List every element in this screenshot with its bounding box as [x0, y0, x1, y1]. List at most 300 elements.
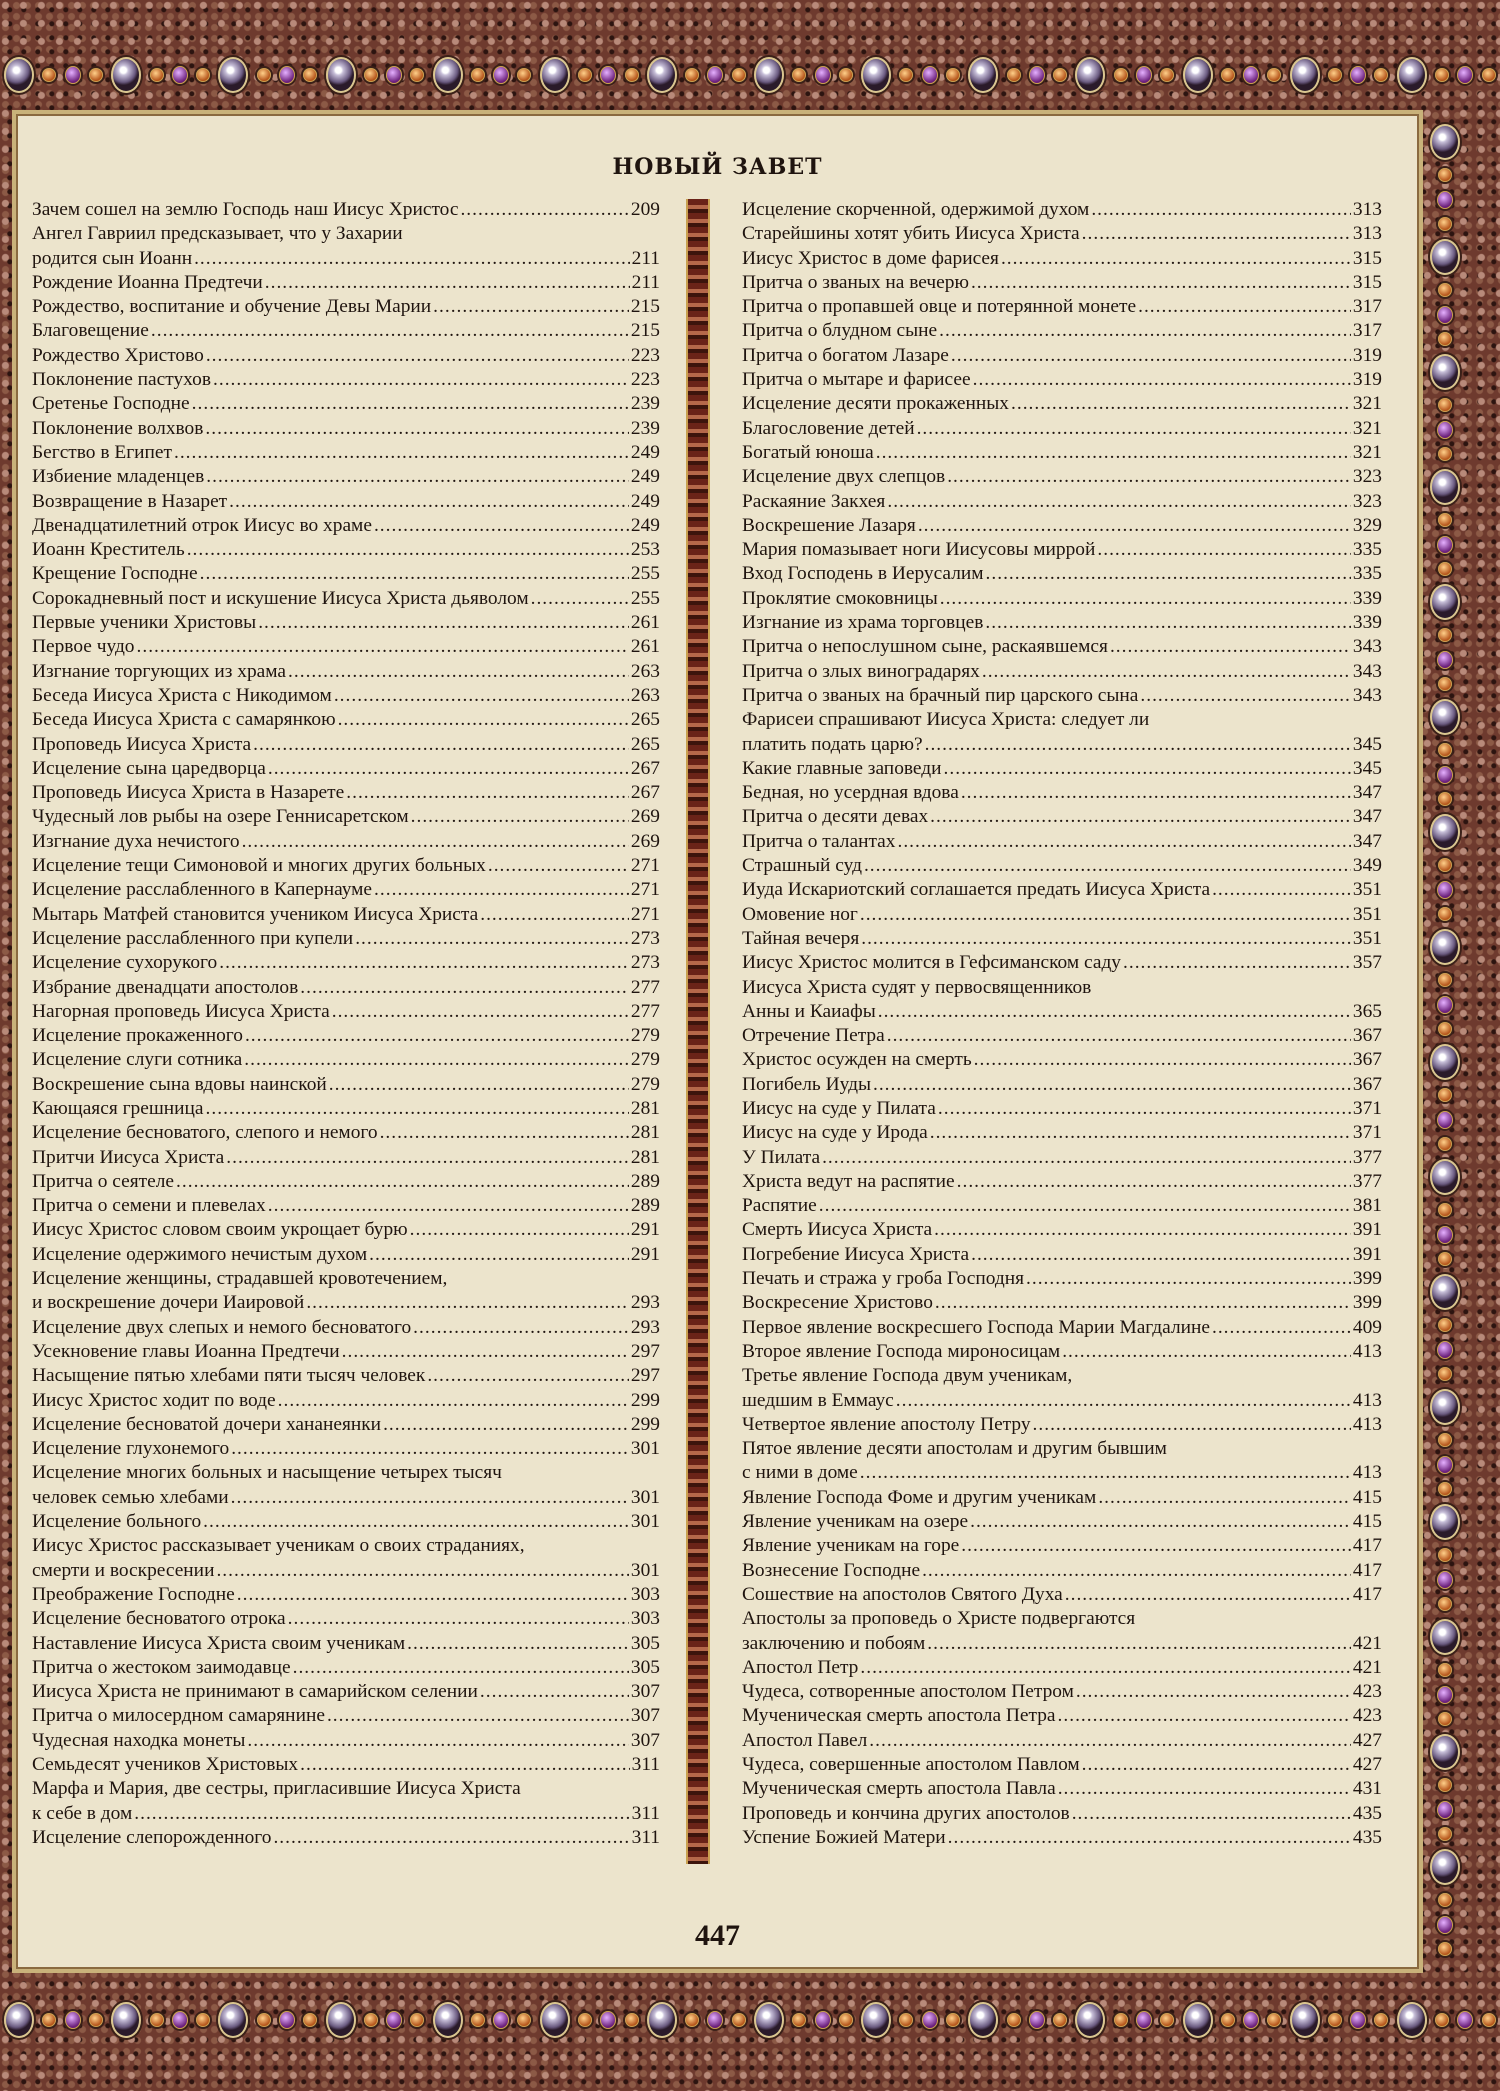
gem-ornament [578, 68, 592, 82]
toc-page-number: 273 [630, 927, 660, 949]
leader-dots [1140, 684, 1351, 708]
toc-page-number: 313 [1352, 199, 1382, 220]
toc-page-number: 367 [1352, 1073, 1382, 1095]
toc-entry [32, 417, 660, 441]
toc-entry [32, 1534, 660, 1583]
toc-entry [742, 392, 1382, 416]
toc-entry [32, 319, 660, 343]
toc-entry [32, 903, 660, 927]
gem-ornament [754, 2002, 784, 2038]
toc-entry [32, 514, 660, 538]
toc-page-number: 381 [1352, 1195, 1382, 1217]
toc-entry-title: Иисус на суде у Пилата [742, 1097, 936, 1119]
toc-entry [742, 538, 1382, 562]
toc-entry-title-cont: заключению и побоям [742, 1632, 926, 1654]
gem-ornament [493, 66, 509, 84]
toc-page-number: 311 [631, 1802, 660, 1824]
gem-ornament [196, 68, 210, 82]
toc-entry [742, 1316, 1382, 1340]
leader-dots [1058, 1704, 1351, 1728]
toc-entry [742, 1218, 1382, 1242]
leader-dots [1082, 222, 1351, 246]
leader-dots [300, 1753, 630, 1777]
toc-page-number: 255 [630, 587, 660, 609]
leader-dots [278, 1389, 629, 1413]
toc-entry-title-cont: Анны и Каиафы [742, 1000, 876, 1022]
toc-entry [32, 635, 660, 659]
gem-ornament [42, 2013, 56, 2027]
gem-ornament [1397, 57, 1427, 93]
leader-dots [187, 538, 629, 562]
toc-page-number: 347 [1352, 782, 1382, 804]
toc-entry-title: Исцеление двух слепцов [742, 466, 946, 488]
toc-entry [32, 368, 660, 392]
gem-ornament [410, 2013, 424, 2027]
toc-page-number: 281 [630, 1146, 660, 1168]
toc-entry [742, 805, 1382, 829]
leader-dots [1001, 247, 1351, 271]
toc-page-number: 349 [1352, 855, 1382, 877]
toc-entry [32, 1316, 660, 1340]
toc-page-number: 263 [630, 660, 660, 682]
toc-entry [742, 1437, 1382, 1486]
gem-ornament [303, 2013, 317, 2027]
toc-entry [742, 1486, 1382, 1510]
leader-dots [293, 1656, 629, 1680]
gem-ornament [1136, 2011, 1152, 2029]
toc-entry [742, 1146, 1382, 1170]
leader-dots [973, 368, 1351, 392]
gem-ornament [1430, 1734, 1460, 1770]
leader-dots [1076, 1680, 1351, 1704]
toc-entry [742, 247, 1382, 271]
toc-entry [742, 830, 1382, 854]
toc-entry-title: Беседа Иисуса Христа с Никодимом [32, 684, 332, 706]
toc-entry [742, 344, 1382, 368]
leader-dots [1212, 878, 1351, 902]
toc-entry-title: Исцеление глухонемого [32, 1438, 230, 1460]
gem-ornament [1438, 1482, 1452, 1496]
toc-entry [742, 1243, 1382, 1267]
leader-dots [951, 344, 1351, 368]
toc-entry-title: Страшный суд [742, 855, 862, 877]
toc-entry [742, 1073, 1382, 1097]
leader-dots [1058, 1777, 1351, 1801]
toc-page-number: 413 [1352, 1389, 1382, 1411]
gem-ornament [1221, 2013, 1235, 2027]
gem-ornament [1290, 57, 1320, 93]
toc-page-number: 293 [630, 1316, 660, 1338]
toc-entry-title: Исцеление двух слепых и немого бесноватого [32, 1316, 412, 1338]
gem-ornament [815, 2011, 831, 2029]
gem-ornament [89, 68, 103, 82]
toc-entry [742, 854, 1382, 878]
toc-page-number: 323 [1352, 490, 1382, 512]
leader-dots [244, 1048, 629, 1072]
gem-ornament [326, 2002, 356, 2038]
toc-entry [32, 1607, 660, 1631]
gem-ornament [625, 68, 639, 82]
leader-dots [176, 1170, 629, 1194]
gem-ornament [1430, 1504, 1460, 1540]
toc-page-number: 249 [630, 441, 660, 463]
toc-page-number: 297 [630, 1365, 660, 1387]
leader-dots [927, 1632, 1351, 1656]
toc-page-number: 271 [630, 855, 660, 877]
gem-ornament [1437, 881, 1453, 899]
toc-entry-title: Успение Божией Матери [742, 1826, 946, 1848]
toc-entry-title: Изгнание духа нечистого [32, 830, 240, 852]
gem-ornament [1437, 306, 1453, 324]
toc-page-number: 307 [630, 1681, 660, 1703]
toc-page-number: 265 [630, 709, 660, 731]
toc-entry-title: Иуда Искариотский соглашается предать Иисуса Христа [742, 879, 1211, 901]
toc-entry-title: Печать и стража у гроба Господня [742, 1268, 1025, 1290]
gem-ornament [1075, 57, 1105, 93]
gem-ornament [647, 2002, 677, 2038]
gem-ornament [1438, 858, 1452, 872]
gem-ornament [1438, 168, 1452, 182]
toc-entry-title: Притча о блудном сыне [742, 320, 938, 342]
toc-entry [742, 927, 1382, 951]
toc-entry [742, 1194, 1382, 1218]
gem-ornament [1438, 1893, 1452, 1907]
gem-ornament [1438, 1088, 1452, 1102]
toc-entry [742, 903, 1382, 927]
toc-entry-title-cont: платить подать царю? [742, 733, 923, 755]
gem-ornament [754, 57, 784, 93]
toc-page-number: 223 [630, 369, 660, 391]
leader-dots [860, 1656, 1351, 1680]
toc-entry [32, 587, 660, 611]
toc-page-number: 265 [630, 733, 660, 755]
toc-entry-title: Первое явление воскресшего Господа Марии Магдалине [742, 1316, 1210, 1338]
toc-page-number: 321 [1352, 393, 1382, 415]
toc-page-number: 377 [1352, 1170, 1382, 1192]
gem-ornament [1430, 814, 1460, 850]
toc-entry [32, 781, 660, 805]
toc-entry [742, 1534, 1382, 1558]
gem-ornament [1160, 2013, 1174, 2027]
toc-page-number: 417 [1352, 1535, 1382, 1557]
toc-entry-title: Воскрешение сына вдовы наинской [32, 1073, 327, 1095]
toc-entry-title: Притча о званых на брачный пир царского сына [742, 684, 1139, 706]
toc-entry-title: Исцеление расслабленного при купели [32, 927, 354, 949]
toc-entry [32, 1656, 660, 1680]
gem-ornament [1438, 1318, 1452, 1332]
toc-entry-title: Проповедь Иисуса Христа в Назарете [32, 782, 345, 804]
toc-page-number: 417 [1352, 1583, 1382, 1605]
gem-ornament [1437, 1456, 1453, 1474]
toc-page-number: 299 [630, 1389, 660, 1411]
toc-page-number: 423 [1352, 1705, 1382, 1727]
leader-dots [1072, 1802, 1351, 1826]
toc-page-number: 211 [631, 247, 660, 269]
toc-entry [32, 1680, 660, 1704]
leader-dots [822, 1146, 1351, 1170]
toc-page-number: 317 [1352, 296, 1382, 318]
toc-entry [32, 465, 660, 489]
toc-entry-title: Явление Господа Фоме и другим ученикам [742, 1486, 1097, 1508]
toc-entry-title: Исцеление одержимого нечистым духом [32, 1243, 368, 1265]
toc-entry-title: Исцеление расслабленного в Капернауме [32, 879, 373, 901]
toc-entry-title: Богатый юноша [742, 441, 874, 463]
gem-ornament [1007, 2013, 1021, 2027]
toc-page-number: 343 [1352, 684, 1382, 706]
gem-ornament [946, 2013, 960, 2027]
gem-ornament [218, 57, 248, 93]
toc-page-number: 417 [1352, 1559, 1382, 1581]
toc-entry-title-cont: с ними в доме [742, 1462, 858, 1484]
gem-ornament [1437, 766, 1453, 784]
leader-dots [327, 1704, 629, 1728]
gem-ornament [279, 66, 295, 84]
toc-entry [32, 1437, 660, 1461]
toc-entry-title: Избиение младенцев [32, 466, 205, 488]
toc-entry-title: Омовение ног [742, 903, 858, 925]
leader-dots [861, 927, 1351, 951]
toc-entry [742, 757, 1382, 781]
toc-page-number: 335 [1352, 539, 1382, 561]
toc-page-number: 271 [630, 879, 660, 901]
toc-entry-title: Притча о богатом Лазаре [742, 344, 949, 366]
leader-dots [229, 490, 629, 514]
leader-dots [961, 1534, 1351, 1558]
toc-entry [742, 1656, 1382, 1680]
gem-ornament [218, 2002, 248, 2038]
toc-entry-title: Христос осужден на смерть [742, 1049, 972, 1071]
gem-ornament [1437, 1226, 1453, 1244]
toc-entry-title: Притча о семени и плевелах [32, 1195, 266, 1217]
leader-dots [245, 1024, 629, 1048]
leader-dots [1033, 1413, 1351, 1437]
toc-entry-title: Изгнание из храма торговцев [742, 612, 984, 634]
toc-entry-title: Избрание двенадцати апостолов [32, 976, 299, 998]
gem-ornament [1430, 1619, 1460, 1655]
toc-page-number: 413 [1352, 1462, 1382, 1484]
toc-entry [742, 514, 1382, 538]
gem-ornament [1183, 2002, 1213, 2038]
toc-entry [32, 1753, 660, 1777]
toc-page-number: 279 [630, 1025, 660, 1047]
toc-page-number: 239 [630, 417, 660, 439]
leader-dots [939, 319, 1351, 343]
gem-ornament [1437, 191, 1453, 209]
toc-entry [32, 733, 660, 757]
toc-page-number: 323 [1352, 466, 1382, 488]
toc-entry [32, 1170, 660, 1194]
gem-ornament [1160, 68, 1174, 82]
leader-dots [137, 635, 629, 659]
toc-entry [742, 1583, 1382, 1607]
toc-page-number: 351 [1352, 879, 1382, 901]
toc-page-number: 435 [1352, 1802, 1382, 1824]
leader-dots [860, 1461, 1351, 1485]
toc-entry [32, 1364, 660, 1388]
leader-dots [985, 611, 1351, 635]
leader-dots [205, 417, 629, 441]
gem-ornament [968, 57, 998, 93]
gem-ornament [1374, 2013, 1388, 2027]
toc-entry-title: Раскаяние Закхея [742, 490, 886, 512]
toc-entry-title: Иисус Христос в доме фарисея [742, 247, 999, 269]
toc-entry [742, 781, 1382, 805]
toc-entry [32, 976, 660, 1000]
toc-page-number: 371 [1352, 1122, 1382, 1144]
toc-entry-title-cont: к себе в дом [32, 1802, 133, 1824]
gem-ornament [111, 2002, 141, 2038]
toc-entry [742, 976, 1382, 1025]
toc-page-number: 277 [630, 976, 660, 998]
toc-entry-title-cont: шедшим в Еммаус [742, 1389, 894, 1411]
gem-ornament [1374, 68, 1388, 82]
toc-entry-title: Фарисеи спрашивают Иисуса Христа: следует ли [742, 709, 1150, 731]
toc-page-number: 415 [1352, 1511, 1382, 1533]
gem-ornament [815, 66, 831, 84]
toc-entry-title: Рождество Христово [32, 344, 204, 366]
gem-ornament [1438, 792, 1452, 806]
gem-ornament [707, 2011, 723, 2029]
toc-entry [32, 757, 660, 781]
toc-entry-title: Притчи Иисуса Христа [32, 1146, 225, 1168]
toc-entry [32, 1413, 660, 1437]
toc-entry-title: Мученическая смерть апостола Павла [742, 1778, 1056, 1800]
leader-dots [258, 611, 629, 635]
toc-page-number: 281 [630, 1122, 660, 1144]
leader-dots [253, 733, 629, 757]
gem-ornament [839, 2013, 853, 2027]
leader-dots [410, 1218, 629, 1242]
leader-dots [192, 392, 629, 416]
leader-dots [300, 976, 629, 1000]
toc-entry [742, 1704, 1382, 1728]
toc-entry-title: Иисус на суде у Ирода [742, 1122, 928, 1144]
toc-right-column [742, 198, 1382, 1850]
toc-entry [32, 611, 660, 635]
toc-page-number: 371 [1352, 1097, 1382, 1119]
toc-entry-title: Благословение детей [742, 417, 915, 439]
toc-entry-title-cont: родится сын Иоанн [32, 247, 193, 269]
toc-page-number: 311 [631, 1754, 660, 1775]
gem-ornament [42, 68, 56, 82]
toc-entry-title: Явление ученикам на озере [742, 1511, 969, 1533]
toc-entry-title: Исцеление женщины, страдавшей кровотечением, [32, 1268, 448, 1290]
toc-entry [742, 295, 1382, 319]
leader-dots [151, 319, 629, 343]
leader-dots [1062, 1340, 1351, 1364]
toc-entry [742, 319, 1382, 343]
toc-entry-title: Апостолы за проповедь о Христе подвергаются [742, 1608, 1136, 1630]
toc-entry [742, 1267, 1382, 1291]
leader-dots [869, 1729, 1351, 1753]
leader-dots [226, 1146, 629, 1170]
leader-dots [925, 733, 1351, 757]
gem-ornament [1114, 68, 1128, 82]
gem-ornament [968, 2002, 998, 2038]
toc-entry [742, 951, 1382, 975]
gem-ornament [922, 2011, 938, 2029]
toc-entry-title: Мария помазывает ноги Иисусовы миррой [742, 539, 1096, 561]
toc-entry [32, 1048, 660, 1072]
toc-entry-title: Исцеление слепорожденного [32, 1826, 272, 1848]
toc-entry-title: Старейшины хотят убить Иисуса Христа [742, 223, 1080, 245]
leader-dots [896, 1389, 1351, 1413]
leader-dots [1123, 951, 1351, 975]
toc-page-number: 299 [630, 1413, 660, 1435]
gem-ornament [1457, 2011, 1473, 2029]
leader-dots [219, 951, 629, 975]
leader-dots [247, 1729, 629, 1753]
toc-entry-title: Исцеление тещи Симоновой и многих других больных [32, 855, 486, 877]
gem-ornament [1430, 1274, 1460, 1310]
toc-page-number: 421 [1352, 1656, 1382, 1678]
toc-entry [32, 1024, 660, 1048]
leader-dots [194, 247, 630, 271]
gem-ornament [517, 2013, 531, 2027]
toc-entry-title-cont: и воскрешение дочери Иаировой [32, 1292, 305, 1314]
toc-entry-title: Явление ученикам на горе [742, 1535, 960, 1557]
toc-entry-title-cont: смерти и воскресении [32, 1559, 215, 1581]
toc-page-number: 345 [1352, 733, 1382, 755]
toc-entry [742, 465, 1382, 489]
toc-page-number: 277 [630, 1000, 660, 1022]
leader-dots [237, 1583, 629, 1607]
leader-dots [957, 1170, 1351, 1194]
gem-ornament [1438, 1778, 1452, 1792]
leader-dots [407, 1632, 629, 1656]
leader-dots [819, 1194, 1351, 1218]
leader-dots [864, 854, 1351, 878]
gem-ornament [111, 57, 141, 93]
leader-dots [332, 1000, 629, 1024]
leader-dots [231, 1486, 629, 1510]
toc-entry-title: Чудесная находка монеты [32, 1729, 246, 1751]
gem-ornament [1437, 651, 1453, 669]
gem-ornament [89, 2013, 103, 2027]
leader-dots [944, 757, 1351, 781]
toc-entry [32, 805, 660, 829]
gem-ornament [1438, 677, 1452, 691]
leader-dots [961, 781, 1351, 805]
toc-page-number: 291 [630, 1243, 660, 1265]
toc-page-number: 399 [1352, 1268, 1382, 1290]
gem-ornament [410, 68, 424, 82]
leader-dots [971, 271, 1351, 295]
gem-ornament [386, 66, 402, 84]
toc-page-number: 255 [630, 563, 660, 585]
gem-ornament [1136, 66, 1152, 84]
gem-ornament [1328, 68, 1342, 82]
gem-ornament [196, 2013, 210, 2027]
gem-ornament [1053, 68, 1067, 82]
toc-entry-title: Поклонение волхвов [32, 417, 204, 439]
toc-entry [742, 1024, 1382, 1048]
gem-ornament [1438, 1548, 1452, 1562]
gem-ornament [1243, 66, 1259, 84]
toc-entry [742, 1802, 1382, 1826]
gem-ornament [433, 2002, 463, 2038]
gem-ornament [1438, 743, 1452, 757]
leader-dots [1097, 538, 1351, 562]
toc-page-number: 335 [1352, 563, 1382, 585]
leader-dots [971, 1243, 1351, 1267]
toc-entry [32, 490, 660, 514]
toc-entry-title: Воскресение Христово [742, 1292, 933, 1314]
gem-ornament [1267, 2013, 1281, 2027]
gem-ornament [600, 66, 616, 84]
toc-entry [742, 1559, 1382, 1583]
toc-page-number: 297 [630, 1340, 660, 1362]
